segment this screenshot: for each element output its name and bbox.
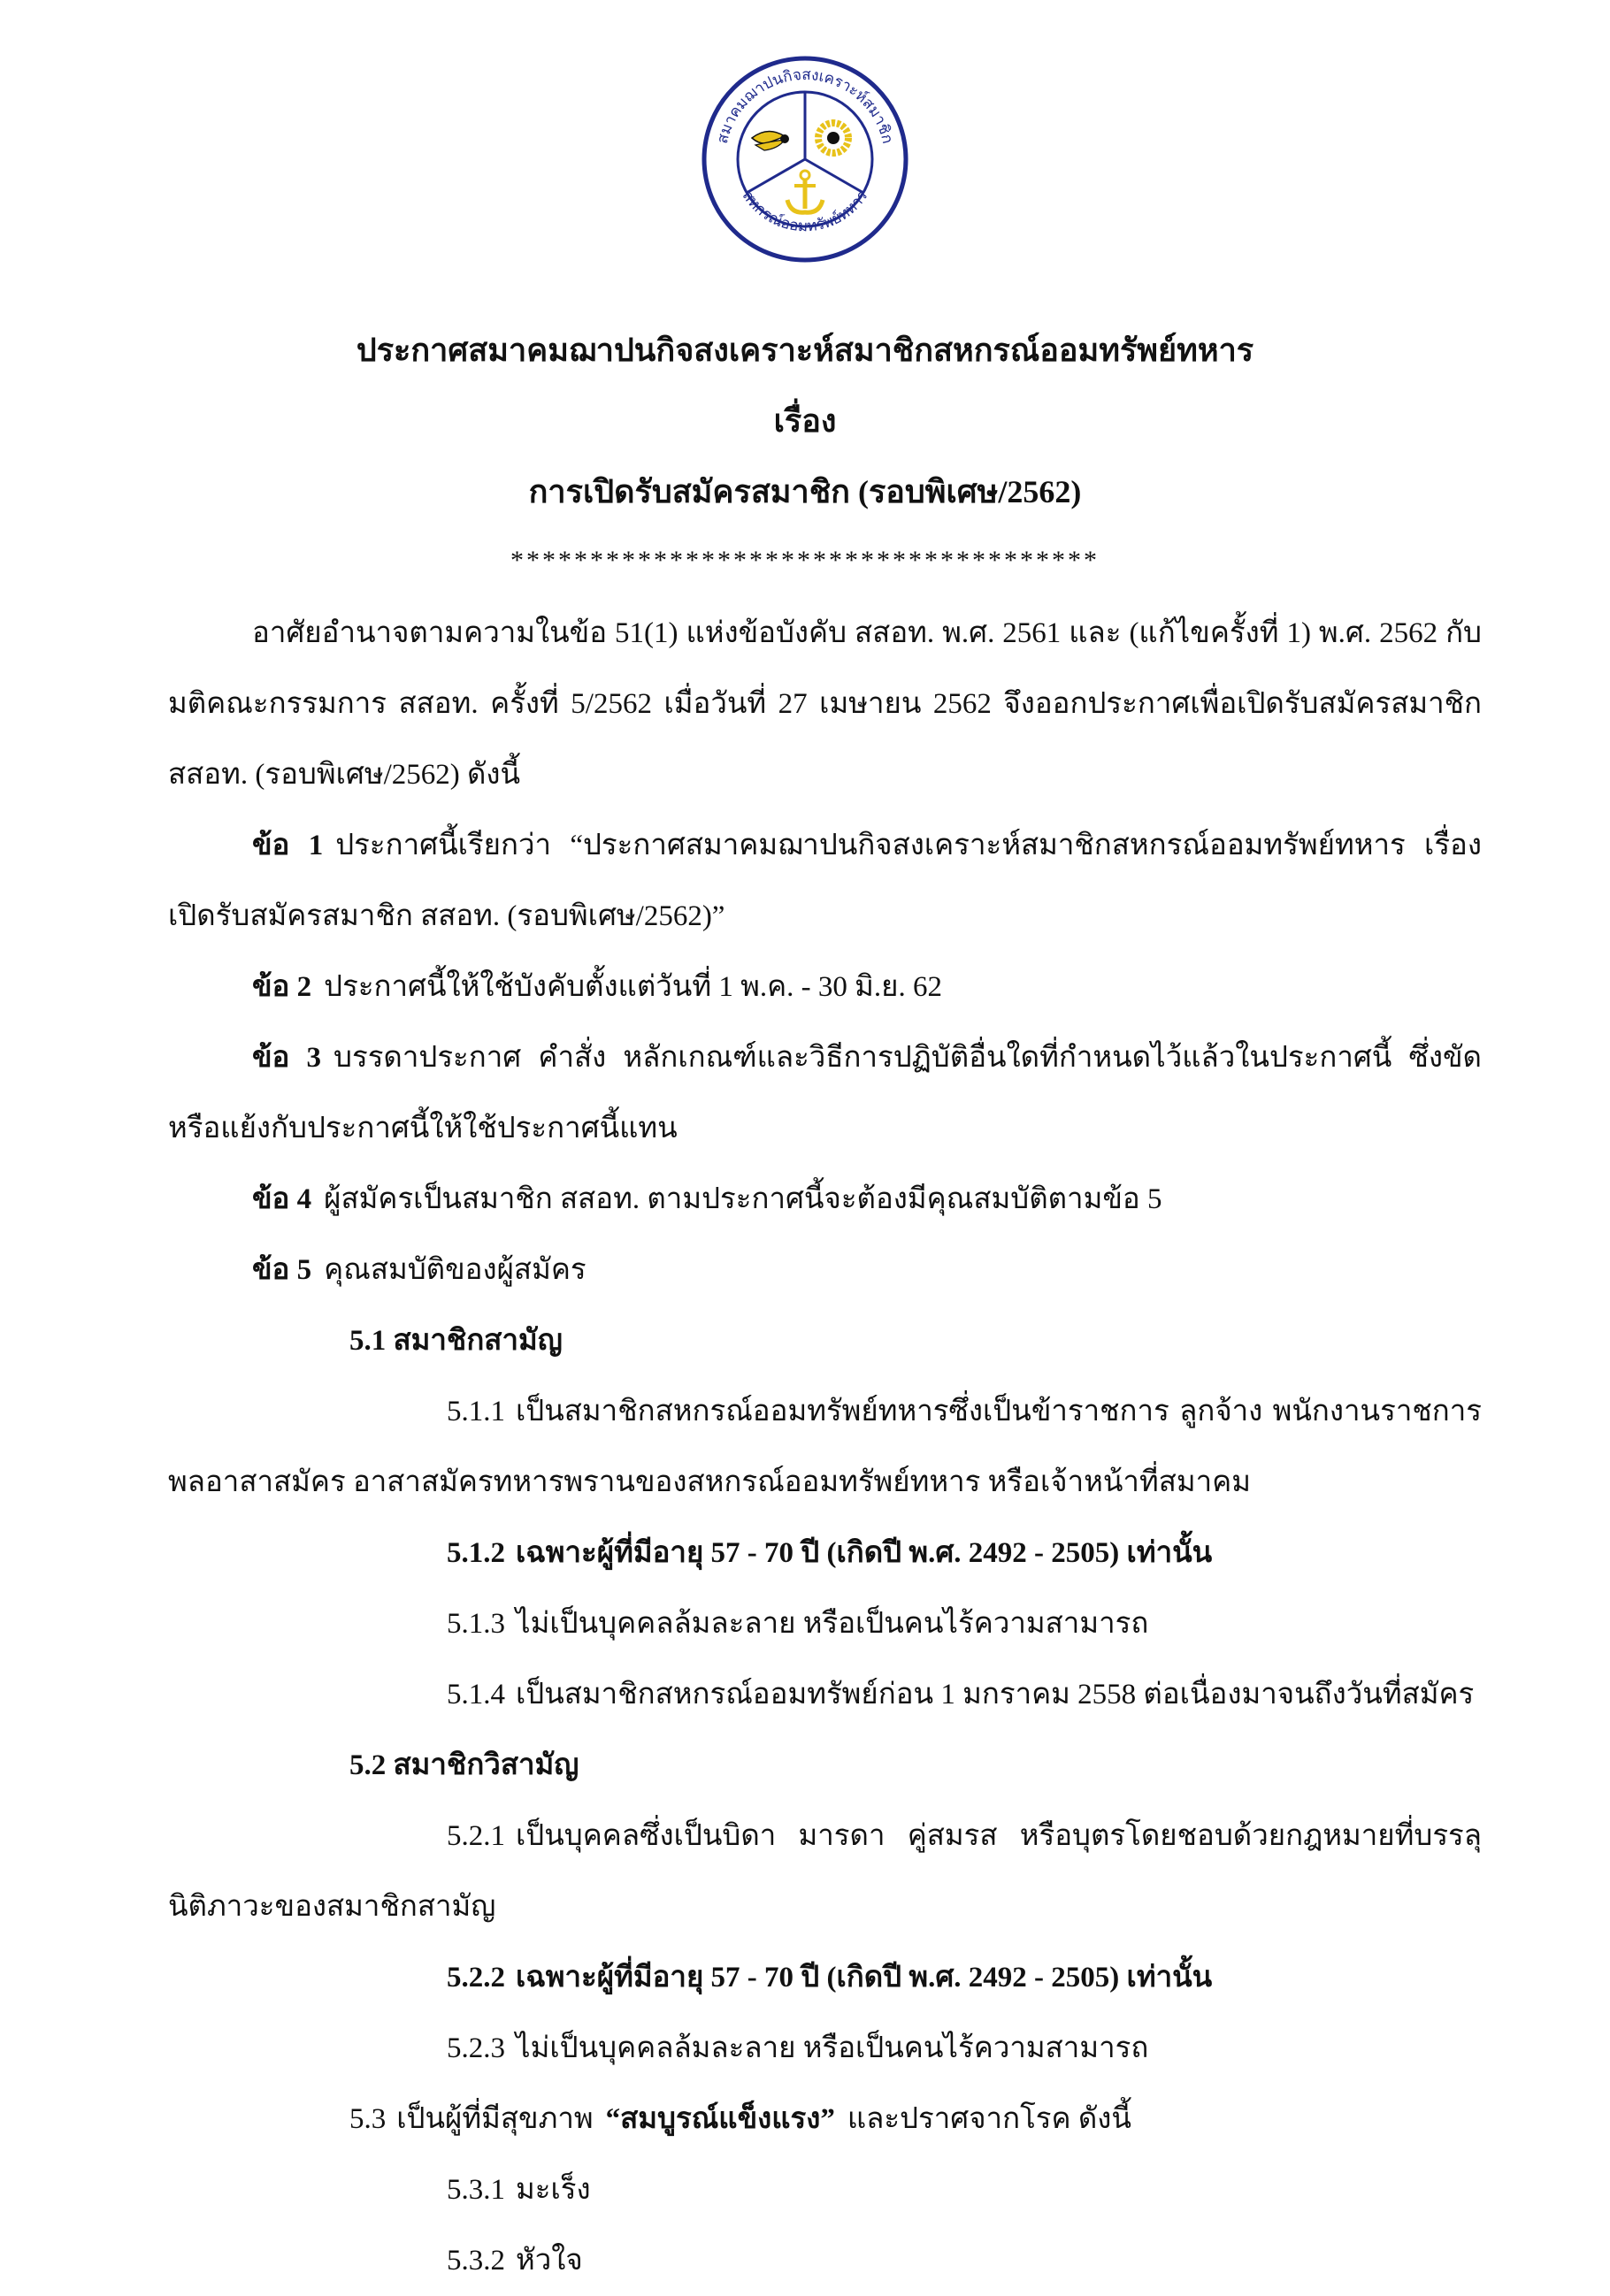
clause-label: ข้อ 4 xyxy=(252,1183,312,1215)
clause-text: บรรดาประกาศ คำสั่ง หลักเกณฑ์และวิธีการปฏิบัติอื่นใดที่กำหนดไว้แล้วในประกาศนี้ ซึ่งขัดหรือแย้งกับประกาศนี้ให้ใช้ประกาศนี้แทน xyxy=(168,1042,1482,1144)
clause-1 xyxy=(168,810,1482,952)
item-text: เป็นบุคคลซึ่งเป็นบิดา มารดา คู่สมรส หรือบุตรโดยชอบด้วยกฎหมายที่บรรลุนิติภาวะของสมาชิกสามัญ xyxy=(168,1820,1482,1923)
anchor-emblem xyxy=(787,171,823,212)
item-text: ไม่เป็นบุคคลล้มละลาย หรือเป็นคนไร้ความสามารถ xyxy=(516,2032,1149,2064)
clause-label: ข้อ 2 xyxy=(252,971,312,1003)
item-number: 5.1.1 xyxy=(447,1396,505,1427)
health-text-bold: “สมบูรณ์แข็งแรง” xyxy=(605,2103,835,2135)
subject-title: การเปิดรับสมัครสมาชิก (รอบพิเศษ/2562) xyxy=(528,474,1082,509)
wings-emblem xyxy=(752,131,789,150)
clause-5 xyxy=(168,1235,1482,1305)
item-number: 5.2.2 xyxy=(447,1962,505,1994)
clause-3 xyxy=(168,1022,1482,1164)
item-number: 5.2.1 xyxy=(447,1820,505,1852)
subject-label: เรื่อง xyxy=(773,403,837,439)
item-number: 5.2.3 xyxy=(447,2032,505,2064)
document-body xyxy=(168,598,1482,2296)
item-5-2-1 xyxy=(168,1801,1482,1942)
item-text: เฉพาะผู้ที่มีอายุ 57 - 70 ปี (เกิดปี พ.ศ. 2492 - 2505) เท่านั้น xyxy=(516,1962,1213,1994)
section-5-3 xyxy=(168,2084,1482,2154)
clause-text: ประกาศนี้เรียกว่า “ประกาศสมาคมฌาปนกิจสงเคราะห์สมาชิกสหกรณ์ออมทรัพย์ทหาร เรื่อง เปิดรับสมัครสมาชิก สสอท. (รอบพิเศษ/2562)” xyxy=(168,830,1482,932)
clause-4 xyxy=(168,1164,1482,1235)
clause-text: คุณสมบัติของผู้สมัคร xyxy=(324,1254,586,1286)
clause-label: ข้อ 3 xyxy=(252,1042,322,1074)
clause-2 xyxy=(168,952,1482,1022)
item-number: 5.1.4 xyxy=(447,1679,505,1711)
item-number: 5.3.2 xyxy=(447,2245,505,2277)
item-5-1-4 xyxy=(168,1659,1482,1730)
item-text: มะเร็ง xyxy=(516,2174,591,2206)
wreath-emblem xyxy=(818,123,848,153)
clause-label: ข้อ 1 xyxy=(252,830,324,861)
logo-seal xyxy=(699,53,911,265)
item-number: 5.1.3 xyxy=(447,1608,505,1640)
item-5-1-3 xyxy=(168,1588,1482,1659)
section-5-2-heading: 5.2 สมาชิกวิสามัญ xyxy=(349,1749,579,1781)
item-5-3-2 xyxy=(168,2225,1482,2296)
separator-line: ************************************* xyxy=(510,546,1100,575)
logo-ring-text-top: สมาคมฌาปนกิจสงเคราะห์สมาชิก xyxy=(713,65,897,146)
association-logo xyxy=(699,53,911,265)
health-text-post: และปราศจากโรค ดังนี้ xyxy=(847,2103,1131,2135)
item-number: 5.3 xyxy=(349,2103,387,2135)
item-5-3-1 xyxy=(168,2154,1482,2225)
item-number: 5.3.1 xyxy=(447,2174,505,2206)
item-number: 5.1.2 xyxy=(447,1537,505,1569)
item-text: หัวใจ xyxy=(516,2245,583,2277)
health-text-pre: เป็นผู้ที่มีสุขภาพ xyxy=(396,2103,594,2135)
clause-text: ผู้สมัครเป็นสมาชิก สสอท. ตามประกาศนี้จะต้องมีคุณสมบัติตามข้อ 5 xyxy=(324,1183,1162,1215)
item-text: ไม่เป็นบุคคลล้มละลาย หรือเป็นคนไร้ความสามารถ xyxy=(516,1608,1149,1640)
item-5-1-1 xyxy=(168,1376,1482,1518)
intro-paragraph: อาศัยอำนาจตามความในข้อ 51(1) แห่งข้อบังคับ สสอท. พ.ศ. 2561 และ (แก้ไขครั้งที่ 1) พ.ศ. 2562 กับมติคณะกรรมการ สสอท. ครั้งที่ 5/2562 เมื่อวันที่ 27 เมษายน 2562 จึงออกประกาศเพื่อเปิดรับสมัครสมาชิก สสอท. (รอบพิเศษ/2562) ดังนี้ xyxy=(168,617,1482,791)
clause-label: ข้อ 5 xyxy=(252,1254,312,1286)
item-5-1-2 xyxy=(168,1518,1482,1588)
item-5-2-2 xyxy=(168,1942,1482,2013)
item-text: เป็นสมาชิกสหกรณ์ออมทรัพย์ทหารซึ่งเป็นข้าราชการ ลูกจ้าง พนักงานราชการ พลอาสาสมัคร อาสาสมัครทหารพรานของสหกรณ์ออมทรัพย์ทหาร หรือเจ้าหน้าที่สมาคม xyxy=(168,1396,1482,1498)
item-text: เป็นสมาชิกสหกรณ์ออมทรัพย์ก่อน 1 มกราคม 2558 ต่อเนื่องมาจนถึงวันที่สมัคร xyxy=(516,1679,1475,1711)
item-5-2-3 xyxy=(168,2013,1482,2084)
announcement-title: ประกาศสมาคมฌาปนกิจสงเคราะห์สมาชิกสหกรณ์ออมทรัพย์ทหาร xyxy=(356,333,1254,368)
section-5-1-heading: 5.1 สมาชิกสามัญ xyxy=(349,1325,563,1357)
item-text: เฉพาะผู้ที่มีอายุ 57 - 70 ปี (เกิดปี พ.ศ. 2492 - 2505) เท่านั้น xyxy=(516,1537,1213,1569)
logo-ring-text-bottom: สหกรณ์ออมทรัพย์ทหาร xyxy=(738,188,872,236)
clause-text: ประกาศนี้ให้ใช้บังคับตั้งแต่วันที่ 1 พ.ค. - 30 มิ.ย. 62 xyxy=(324,971,943,1003)
